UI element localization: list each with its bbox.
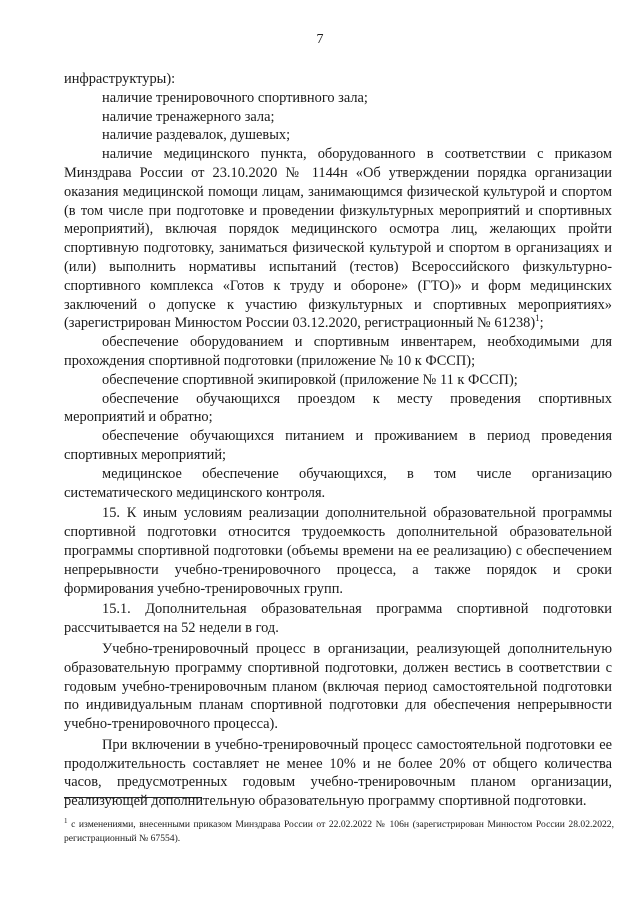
paragraph-with-footnote: наличие медицинского пункта, оборудованного в соответствии с приказом Минздрава России от 23.10.2020 № 1144н «Об утверждении порядка организации оказания медицинской помощи лицам, занимающимся физической культурой и спортом (в том числе при подготовке и проведении физкультурных мероприятий и спортивных мероприятий), включая порядок медицинского осмотра лиц, желающих пройти спортивную подготовку, заниматься физической культурой и спортом в организациях и (или) выполнить нормативы испытаний (тестов) Всероссийского физкультурно-спортивного комплекса «Готов к труду и обороне» (ГТО)» и форм медицинских заключений о допуске к участию физкультурных и спортивных мероприятиях» (зарегистрирован Минюстом России 03.12.2020, регистрационный № 61238)$^1$; [64,146,612,332]
footnote-divider [64,797,202,798]
footnote-reference[interactable]: 1 [535,313,540,324]
paragraph: обеспечение оборудованием и спортивным инвентарем, необходимыми для прохождения спортивной подготовки (приложение № 10 к ФССП); [64,334,612,369]
paragraph: наличие тренировочного спортивного зала; [102,89,368,106]
footnote-mark: 1 [64,816,68,825]
paragraph: медицинское обеспечение обучающихся, в том числе организацию систематического медицинского контроля. [64,465,612,501]
paragraph: 15. К иным условиям реализации дополнительной образовательной программы спортивной подготовки относится трудоемкость дополнительной образовательной программы спортивной подготовки (объемы времени на ее реализацию) с обеспечением непрерывности учебно-тренировочного процесса, а также порядок и сроки формирования учебно-тренировочных групп. [64,505,612,597]
paragraph: При включении в учебно-тренировочный процесс самостоятельной подготовки ее продолжительность составляет не менее 10% и не более 20% от общего количества часов, предусмотренных годовым учебно-тренировочным планом организации, реализующей дополнительную образовательную программу спортивной подготовки. [64,736,612,810]
paragraph: инфраструктуры): [64,71,176,87]
page-number: 7 [316,32,324,47]
footnote [64,818,614,846]
paragraph: наличие раздевалок, душевых; [102,127,291,144]
footnote-text: с изменениями, внесенными приказом Минздрава России от 22.02.2022 № 106н (зарегистрирован Минюстом России 28.02.2022, регистрационный № 67554). [64,819,614,844]
paragraph: Учебно-тренировочный процесс в организации, реализующей дополнительную образовательную программу спортивной подготовки, должен вестись в соответствии с годовым учебно-тренировочным планом (включая период самостоятельной подготовки по индивидуальным планам спортивной подготовки для обеспечения непрерывности учебно-тренировочного процесса). [64,640,612,733]
paragraph-text: наличие медицинского пункта, оборудованного в соответствии с приказом Минздрава России от 23.10.2020 № 1144н «Об утверждении порядка организации оказания медицинской помощи лицам, занимающимся физической культурой и спортом (в том числе при подготовке и проведении физкультурных мероприятий и спортивных мероприятий), включая порядок медицинского осмотра лиц, желающих пройти спортивную подготовку, заниматься физической культурой и спортом в организациях и (или) выполнить нормативы испытаний (тестов) Всероссийского физкультурно-спортивного комплекса «Готов к труду и обороне» (ГТО)» и форм медицинских заключений о допуске к участию физкультурных и спортивных мероприятиях» (зарегистрирован Минюстом России 03.12.2020, регистрационный № 61238) [64,146,612,332]
paragraph: обеспечение спортивной экипировкой (приложение № 11 к ФССП); [102,371,518,388]
paragraph: обеспечение обучающихся питанием и проживанием в период проведения спортивных мероприятий; [64,428,612,463]
paragraph: обеспечение обучающихся проездом к месту проведения спортивных мероприятий и обратно; [64,390,612,426]
paragraph: 15.1. Дополнительная образовательная программа спортивной подготовки рассчитывается на 52 недели в год. [64,601,612,637]
paragraph: наличие тренажерного зала; [102,108,275,125]
document-body [64,70,612,811]
